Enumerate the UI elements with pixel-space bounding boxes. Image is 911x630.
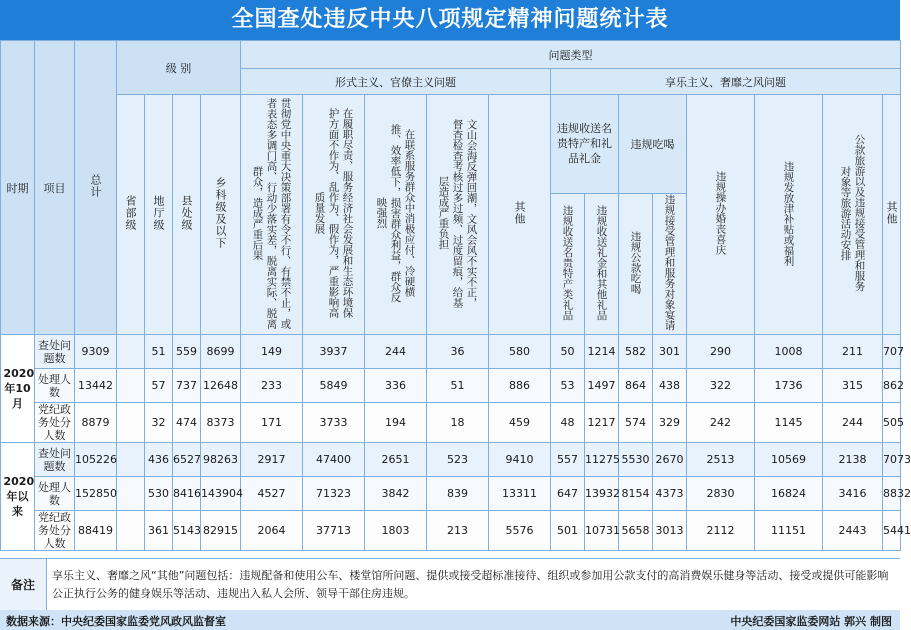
- value-cell: 13442: [75, 369, 117, 403]
- header-problem-type: 问题类型: [241, 41, 901, 69]
- value-cell: 8373: [201, 403, 241, 443]
- header-hedonism-col-3: 公款旅游以及违规接受管理和服务对象等旅游活动安排: [823, 95, 883, 335]
- header-period: 时期: [1, 41, 35, 335]
- table-row: [1, 403, 901, 443]
- value-cell: 574: [619, 403, 653, 443]
- value-cell: 523: [427, 443, 489, 477]
- value-cell: 71323: [303, 477, 365, 511]
- credit: 中央纪委国家监委网站 郭兴 制图: [730, 615, 892, 628]
- header-formalism-col-1: 贯彻党中央重大决策部署有令不行、有禁不止，或者表态多调门高、行动少落实差，脱离实际、脱离群众，造成严重后果: [241, 95, 303, 335]
- value-cell: 2830: [687, 477, 755, 511]
- note-section: [0, 558, 900, 612]
- value-cell: 2670: [653, 443, 687, 477]
- value-cell: 36: [427, 335, 489, 369]
- note-label: 备注: [0, 559, 47, 611]
- value-cell: 301: [653, 335, 687, 369]
- period-cell: 2020年以来: [1, 443, 35, 551]
- period-cell: 2020年10月: [1, 335, 35, 443]
- value-cell: 2917: [241, 443, 303, 477]
- value-cell: 1214: [585, 335, 619, 369]
- value-cell: [117, 477, 145, 511]
- value-cell: 862: [883, 369, 901, 403]
- value-cell: 143904: [201, 477, 241, 511]
- value-cell: 2112: [687, 511, 755, 551]
- value-cell: 51: [427, 369, 489, 403]
- header-level-county: 县处级: [173, 95, 201, 335]
- value-cell: 5441: [883, 511, 901, 551]
- value-cell: 1497: [585, 369, 619, 403]
- value-cell: 5658: [619, 511, 653, 551]
- value-cell: 16824: [755, 477, 823, 511]
- value-cell: 13932: [585, 477, 619, 511]
- header-hedonism: 享乐主义、奢靡之风问题: [551, 69, 901, 95]
- value-cell: 11151: [755, 511, 823, 551]
- value-cell: 3842: [365, 477, 427, 511]
- value-cell: 51: [145, 335, 173, 369]
- value-cell: 213: [427, 511, 489, 551]
- value-cell: 11275: [585, 443, 619, 477]
- value-cell: 88419: [75, 511, 117, 551]
- table-row: [1, 443, 901, 477]
- value-cell: 8416: [173, 477, 201, 511]
- header-hedonism-col-1: 违规操办婚丧喜庆: [687, 95, 755, 335]
- value-cell: 1736: [755, 369, 823, 403]
- header-level-prefecture: 地厅级: [145, 95, 173, 335]
- value-cell: 474: [173, 403, 201, 443]
- value-cell: 5849: [303, 369, 365, 403]
- value-cell: 5576: [489, 511, 551, 551]
- header-gifts-col-2: 违规收送礼金和其他礼品: [585, 193, 619, 334]
- header-level-province: 省部级: [117, 95, 145, 335]
- value-cell: 82915: [201, 511, 241, 551]
- value-cell: 886: [489, 369, 551, 403]
- value-cell: 53: [551, 369, 585, 403]
- value-cell: 557: [551, 443, 585, 477]
- value-cell: 290: [687, 335, 755, 369]
- value-cell: 3937: [303, 335, 365, 369]
- value-cell: 2443: [823, 511, 883, 551]
- value-cell: 50: [551, 335, 585, 369]
- note-text: 享乐主义、奢靡之风“其他”问题包括：违规配备和使用公车、楼堂馆所问题、提供或接受超标准接待、组织或参加用公款支付的高消费娱乐健身等活动、接受或提供可能影响公正执行公务的健身娱乐等活动、违规出入私人会所、领导干部住房违规。: [52, 569, 889, 600]
- value-cell: 6527: [173, 443, 201, 477]
- value-cell: 8879: [75, 403, 117, 443]
- value-cell: 10569: [755, 443, 823, 477]
- header-level: 级 别: [117, 41, 241, 95]
- value-cell: 37713: [303, 511, 365, 551]
- value-cell: 233: [241, 369, 303, 403]
- header-hedonism-col-2: 违规发放津补贴或福利: [755, 95, 823, 335]
- value-cell: 48: [551, 403, 585, 443]
- header-level-township: 乡科级及以下: [201, 95, 241, 335]
- header-formalism-col-2: 在履职尽责、服务经济社会发展和生态环境保护方面不作为、乱作为、假作为，严重影响高质量发展: [303, 95, 365, 335]
- row-item: 处理人数: [35, 369, 75, 403]
- row-item: 处理人数: [35, 477, 75, 511]
- statistics-table: [0, 40, 911, 551]
- value-cell: [117, 403, 145, 443]
- value-cell: 9410: [489, 443, 551, 477]
- value-cell: 322: [687, 369, 755, 403]
- value-cell: 171: [241, 403, 303, 443]
- value-cell: 10731: [585, 511, 619, 551]
- header-eat-group: 违规吃喝: [619, 95, 687, 194]
- value-cell: 1803: [365, 511, 427, 551]
- value-cell: 436: [145, 443, 173, 477]
- table-row: [1, 335, 901, 369]
- value-cell: 1145: [755, 403, 823, 443]
- value-cell: 47400: [303, 443, 365, 477]
- value-cell: 4527: [241, 477, 303, 511]
- value-cell: 18: [427, 403, 489, 443]
- value-cell: 7073: [883, 443, 901, 477]
- value-cell: 244: [365, 335, 427, 369]
- header-formalism-other: 其他: [489, 95, 551, 335]
- value-cell: 3013: [653, 511, 687, 551]
- row-item: 查处问题数: [35, 335, 75, 369]
- value-cell: 9309: [75, 335, 117, 369]
- header-formalism-col-3: 在联系服务群众中消极应付、冷硬横推、效率低下，损害群众利益，群众反映强烈: [365, 95, 427, 335]
- data-source: 数据来源：中央纪委国家监委党风政风监督室: [6, 615, 226, 628]
- value-cell: 438: [653, 369, 687, 403]
- value-cell: 149: [241, 335, 303, 369]
- value-cell: 32: [145, 403, 173, 443]
- value-cell: 242: [687, 403, 755, 443]
- header-total: 总计: [75, 41, 117, 335]
- value-cell: 580: [489, 335, 551, 369]
- header-gifts-col-1: 违规收送名贵特产类礼品: [551, 193, 585, 334]
- value-cell: 5143: [173, 511, 201, 551]
- value-cell: 3733: [303, 403, 365, 443]
- value-cell: 839: [427, 477, 489, 511]
- value-cell: 582: [619, 335, 653, 369]
- value-cell: 244: [823, 403, 883, 443]
- header-eat-col-2: 违规接受管理和服务对象宴请: [653, 193, 687, 334]
- value-cell: 505: [883, 403, 901, 443]
- value-cell: 12648: [201, 369, 241, 403]
- row-item: 党纪政务处分人数: [35, 511, 75, 551]
- value-cell: 336: [365, 369, 427, 403]
- value-cell: [117, 335, 145, 369]
- header-formalism: 形式主义、官僚主义问题: [241, 69, 551, 95]
- value-cell: 57: [145, 369, 173, 403]
- value-cell: 4373: [653, 477, 687, 511]
- value-cell: 559: [173, 335, 201, 369]
- value-cell: 152850: [75, 477, 117, 511]
- value-cell: 315: [823, 369, 883, 403]
- value-cell: 8154: [619, 477, 653, 511]
- value-cell: 361: [145, 511, 173, 551]
- value-cell: 864: [619, 369, 653, 403]
- row-item: 查处问题数: [35, 443, 75, 477]
- value-cell: 647: [551, 477, 585, 511]
- value-cell: 329: [653, 403, 687, 443]
- header-eat-col-1: 违规公款吃喝: [619, 193, 653, 334]
- value-cell: 530: [145, 477, 173, 511]
- value-cell: 707: [883, 335, 901, 369]
- table-row: [1, 369, 901, 403]
- value-cell: 3416: [823, 477, 883, 511]
- value-cell: 98263: [201, 443, 241, 477]
- table-row: [1, 477, 901, 511]
- header-gifts-group: 违规收送名贵特产和礼品礼金: [551, 95, 619, 194]
- value-cell: 194: [365, 403, 427, 443]
- value-cell: 1008: [755, 335, 823, 369]
- value-cell: 2651: [365, 443, 427, 477]
- header-formalism-col-4: 文山会海反弹回潮，文风会风不实不正，督查检查考核过多过频、过度留痕，给基层造成严重负担: [427, 95, 489, 335]
- value-cell: [117, 511, 145, 551]
- value-cell: 737: [173, 369, 201, 403]
- value-cell: 2064: [241, 511, 303, 551]
- footer: [0, 610, 900, 630]
- value-cell: 2138: [823, 443, 883, 477]
- row-item: 党纪政务处分人数: [35, 403, 75, 443]
- header-item: 项目: [35, 41, 75, 335]
- page-title: 全国查处违反中央八项规定精神问题统计表: [0, 0, 900, 40]
- value-cell: 105226: [75, 443, 117, 477]
- header-hedonism-other: 其他: [883, 95, 901, 335]
- value-cell: [117, 369, 145, 403]
- value-cell: 211: [823, 335, 883, 369]
- value-cell: 501: [551, 511, 585, 551]
- value-cell: 2513: [687, 443, 755, 477]
- value-cell: [117, 443, 145, 477]
- value-cell: 8832: [883, 477, 901, 511]
- value-cell: 13311: [489, 477, 551, 511]
- value-cell: 459: [489, 403, 551, 443]
- value-cell: 8699: [201, 335, 241, 369]
- value-cell: 1217: [585, 403, 619, 443]
- table-row: [1, 511, 901, 551]
- value-cell: 5530: [619, 443, 653, 477]
